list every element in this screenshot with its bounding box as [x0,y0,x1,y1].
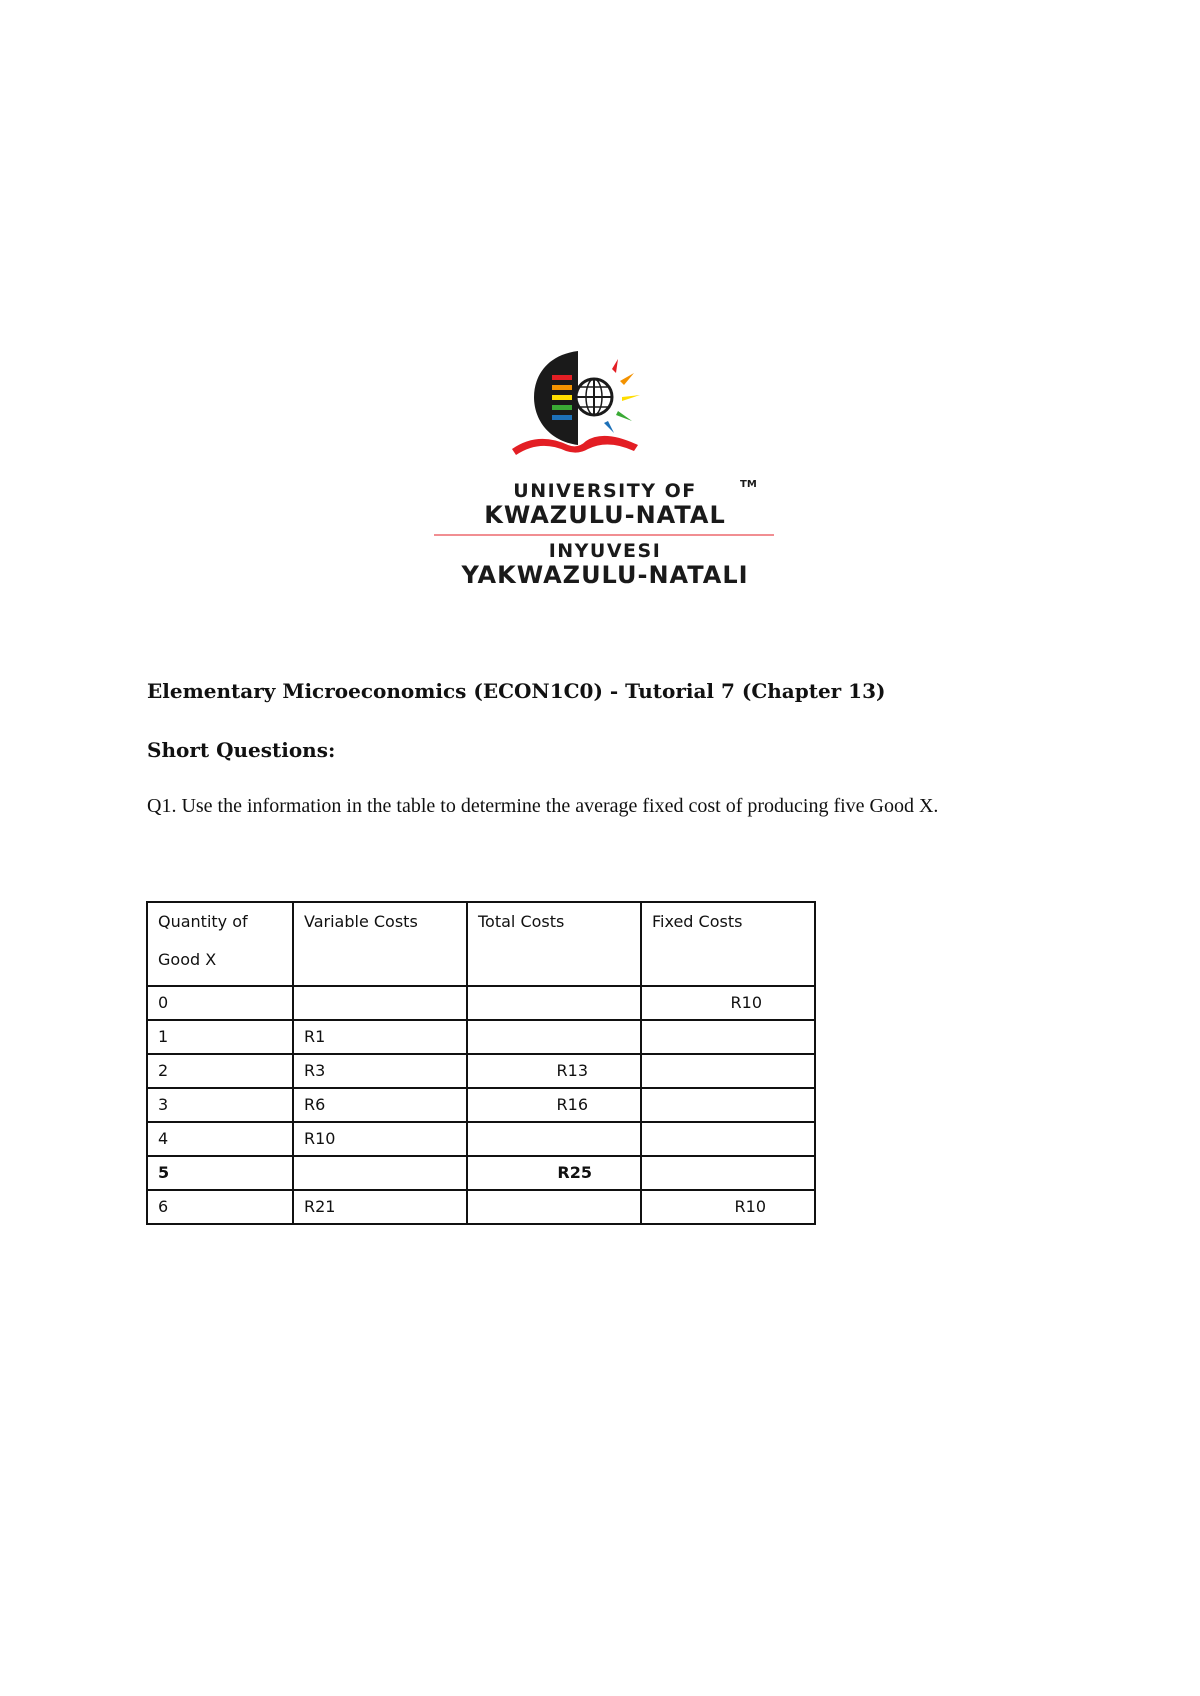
cell-fixed [641,1122,815,1156]
cell-total [467,1020,641,1054]
cell-quantity: 3 [147,1088,293,1122]
document-title: Elementary Microeconomics (ECON1C0) - Tutorial 7 (Chapter 13) [147,679,886,703]
table-row [147,1020,815,1054]
logo-line3: INYUVESI [548,540,662,562]
header-quantity-line1: Quantity of [158,912,248,931]
cell-fixed [641,1156,815,1190]
question-text: Q1. Use the information in the table to determine the average fixed cost of producing five Good X. [147,795,939,817]
cell-variable: R3 [293,1054,467,1088]
header-total-costs: Total Costs [467,902,641,986]
logo-line1: UNIVERSITY OF [513,480,697,502]
cell-fixed: R10 [641,1190,815,1224]
university-logo [428,345,780,593]
colour-bar-orange [552,385,572,390]
table-row [147,1190,815,1224]
cell-variable [293,986,467,1020]
logo-line2: KWAZULU-NATAL [484,501,726,529]
ukzn-crest-icon [428,345,780,593]
cell-total: R13 [467,1054,641,1088]
table-header-row [147,902,815,986]
globe-icon [576,379,612,415]
cell-variable [293,1156,467,1190]
colour-bar-green [552,405,572,410]
cell-quantity: 0 [147,986,293,1020]
cell-variable: R10 [293,1122,467,1156]
cell-total [467,986,641,1020]
trademark-text: TM [740,479,757,490]
cell-quantity: 1 [147,1020,293,1054]
cell-total: R25 [467,1156,641,1190]
colour-bar-yellow [552,395,572,400]
cell-quantity: 2 [147,1054,293,1088]
table-row [147,1088,815,1122]
cell-variable: R6 [293,1088,467,1122]
cell-quantity: 6 [147,1190,293,1224]
cell-fixed: R10 [641,986,815,1020]
cell-fixed [641,1020,815,1054]
cell-total [467,1122,641,1156]
cell-variable: R21 [293,1190,467,1224]
cost-table [146,901,816,1225]
cell-total: R16 [467,1088,641,1122]
cell-quantity: 4 [147,1122,293,1156]
header-variable-costs: Variable Costs [293,902,467,986]
cell-variable: R1 [293,1020,467,1054]
cell-total [467,1190,641,1224]
cell-fixed [641,1054,815,1088]
colour-bar-blue [552,415,572,420]
table-row [147,1156,815,1190]
table-row [147,1054,815,1088]
header-quantity-line2: Good X [158,950,217,969]
logo-line4: YAKWAZULU-NATALI [461,561,749,589]
section-heading: Short Questions: [147,738,336,762]
header-fixed-costs: Fixed Costs [641,902,815,986]
header-quantity [147,902,293,986]
table-row [147,1122,815,1156]
colour-bar-red [552,375,572,380]
cell-quantity: 5 [147,1156,293,1190]
cell-fixed [641,1088,815,1122]
table-row [147,986,815,1020]
